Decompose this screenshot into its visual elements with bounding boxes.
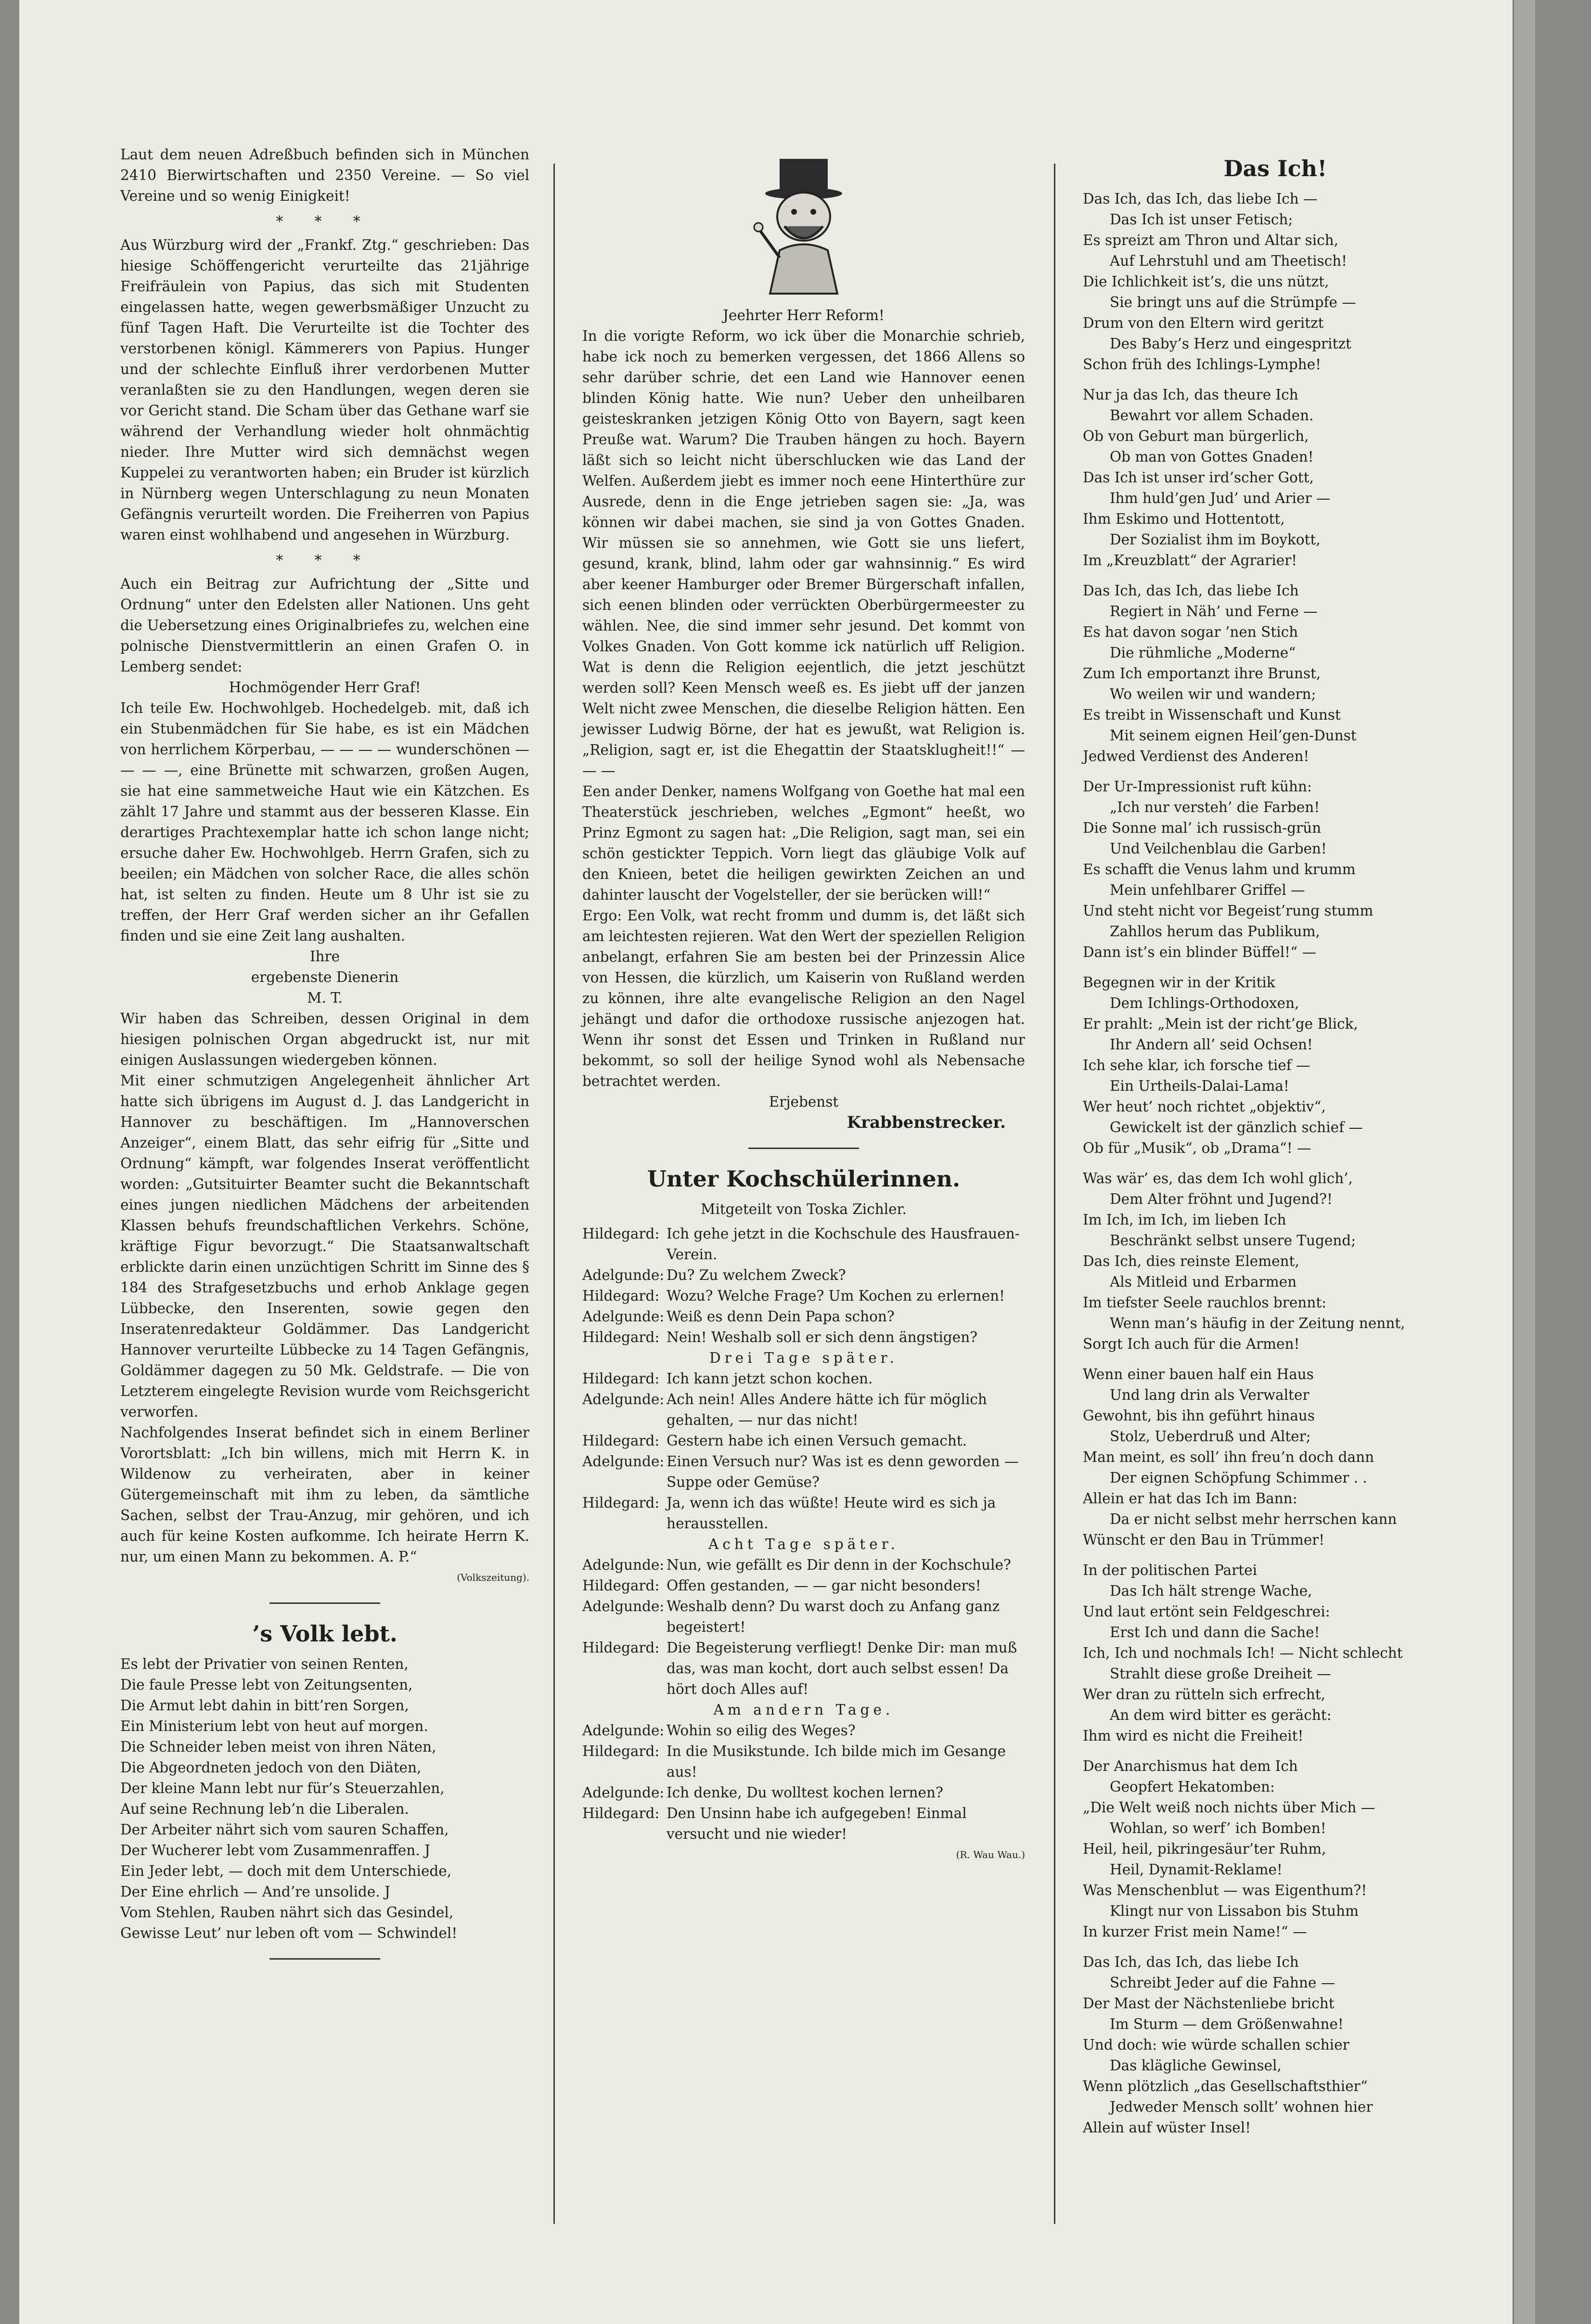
- poem-line: Mein unfehlbarer Griffel —: [1110, 882, 1305, 898]
- poem-line: Gewickelt ist der gänzlich schief —: [1110, 1119, 1363, 1136]
- caricature-illustration: [727, 154, 881, 298]
- poem-line: Im Ich, im Ich, im lieben Ich: [1083, 1212, 1286, 1228]
- poem-line: Gewisse Leut’ nur leben oft vom — Schwindel!: [120, 1925, 458, 1941]
- poem-line: Es treibt in Wissenschaft und Kunst: [1083, 707, 1341, 723]
- speaker-name: Adelgunde:: [582, 1453, 665, 1470]
- poem-line: Man meint, es soll’ ihn freu’n doch dann: [1083, 1449, 1374, 1465]
- dialogue-line: [582, 1327, 1025, 1348]
- letter-closing: Ihre: [309, 948, 340, 965]
- poem-line: Begegnen wir in der Kritik: [1083, 974, 1275, 991]
- poem-line: Das Ich ist unser Fetisch;: [1110, 211, 1293, 228]
- dialogue-line: [582, 1782, 1025, 1803]
- poem-line: Dem Alter fröhnt und Jugend?!: [1110, 1191, 1333, 1207]
- poem-line: Was Menschenblut — was Eigenthum?!: [1083, 1882, 1367, 1898]
- poem-line: Der Wucherer lebt vom Zusammenraffen. J: [120, 1842, 430, 1859]
- poem-line: Jedwed Verdienst des Anderen!: [1083, 748, 1309, 764]
- poem-line: In der politischen Partei: [1083, 1562, 1257, 1578]
- paragraph: Wir haben das Schreiben, dessen Original in dem hiesigen polnischen Organ abgedruckt ist, nur mit einigen Auslassungen wiedergeben können.: [120, 1010, 529, 1068]
- poem-line: Der Sozialist ihm im Boykott,: [1110, 531, 1321, 548]
- divider: [269, 1602, 380, 1604]
- dialogue-line: [582, 1265, 1025, 1286]
- poem-line: Die faule Presse lebt von Zeitungsenten,: [120, 1677, 413, 1693]
- poem-line: Die Ichlichkeit ist’s, die uns nützt,: [1083, 273, 1329, 290]
- speaker-name: Hildegard:: [582, 1329, 660, 1345]
- poem-line: Ein Jeder lebt, — doch mit dem Unterschiede,: [120, 1863, 452, 1879]
- poem-line: [1083, 571, 1468, 581]
- poem-line: Dem Ichlings-Orthodoxen,: [1110, 995, 1299, 1011]
- poem-line: [1083, 767, 1468, 776]
- letter-body: Ergo: Een Volk, wat recht fromm und dumm is, det läßt sich am leichtesten rejieren. Wat den Wert der speziellen Religion anbelangt, erfahren Sie am besten bei der Prinzessin Alice von Hessen, die kürzlich, um Kaiserin von Rußland werden zu können, ihre alte evangelische Religion an den Nagel jehängt und dafor die orthodoxe russische anjezogen hat. Wenn ihr sonst det Essen und Trinken in Rußland nur bekommt, so soll der heilige Synod wohl als Nebensache betrachtet werden.: [582, 907, 1025, 1089]
- poem-line: Bewahrt vor allem Schaden.: [1110, 407, 1314, 424]
- dialogue-line: [582, 1720, 1025, 1741]
- dialogue-line: [582, 1741, 1025, 1782]
- poem-line: Die Sonne mal’ ich russisch-grün: [1083, 820, 1322, 836]
- speaker-name: Hildegard:: [582, 1495, 660, 1511]
- paragraph: Auch ein Beitrag zur Aufrichtung der „Sitte und Ordnung“ unter den Edelsten aller Nationen. Uns geht die Uebersetzung eines Originalbriefes zu, welchen eine polnische Dienstvermittlerin an einen Grafen O. in Lemberg sendet:: [120, 576, 529, 675]
- poem-line: Er prahlt: „Mein ist der richt’ge Blick,: [1083, 1016, 1358, 1032]
- poem-line: Ein Ministerium lebt von heut auf morgen.: [120, 1718, 428, 1734]
- poem-line: Der eignen Schöpfung Schimmer . .: [1110, 1470, 1367, 1486]
- speech-text: Weiß es denn Dein Papa schon?: [667, 1308, 895, 1325]
- poem-line: Wenn einer bauen half ein Haus: [1083, 1366, 1314, 1382]
- letter-salutation: Hochmögender Herr Graf!: [229, 679, 421, 696]
- poem-line: Vom Stehlen, Rauben nährt sich das Gesindel,: [120, 1904, 454, 1921]
- poem-line: Das Ich hält strenge Wache,: [1110, 1583, 1312, 1599]
- poem-line: Im tiefster Seele rauchlos brennt:: [1083, 1294, 1327, 1311]
- scene-heading: Drei Tage später.: [709, 1350, 898, 1366]
- poem-line: Das Ich, das Ich, das liebe Ich: [1083, 1954, 1299, 1970]
- poem-line: Mit seinem eignen Heil’gen-Dunst: [1110, 727, 1357, 744]
- divider: [269, 1958, 380, 1960]
- paragraph: Laut dem neuen Adreßbuch befinden sich in München 2410 Bierwirtschaften und 2350 Vereine. — So viel Vereine und so wenig Einigkeit!: [120, 146, 529, 204]
- separator-stars: * * *: [276, 213, 374, 230]
- poem-line: Ich, Ich und nochmals Ich! — Nicht schlecht: [1083, 1645, 1403, 1661]
- poem-line: [1083, 1159, 1468, 1168]
- speech-text: Die Begeisterung verfliegt! Denke Dir: man muß das, was man kocht, dort auch selbst essen! Da hört doch Alles auf!: [667, 1640, 1017, 1697]
- page-edge: [1513, 0, 1535, 2324]
- speaker-name: Adelgunde:: [582, 1784, 665, 1801]
- poem-line: Der kleine Mann lebt nur für’s Steuerzahlen,: [120, 1780, 445, 1796]
- poem-line: [1083, 1942, 1468, 1952]
- poem-line: Heil, heil, pikringesäur’ter Ruhm,: [1083, 1841, 1326, 1857]
- poem-line: Das Ich, das Ich, das liebe Ich: [1083, 582, 1299, 599]
- poem-line: Das Ich ist unser ird’scher Gott,: [1083, 469, 1314, 486]
- poem-line: Auf seine Rechnung leb’n die Liberalen.: [120, 1801, 409, 1817]
- poem-line: In kurzer Frist mein Name!“ —: [1083, 1924, 1307, 1940]
- poem-line: Und laut ertönt sein Feldgeschrei:: [1083, 1603, 1330, 1620]
- speech-text: Weshalb denn? Du warst doch zu Anfang ganz begeistert!: [667, 1598, 1000, 1635]
- poem-line: Und steht nicht vor Begeist’rung stumm: [1083, 903, 1373, 919]
- poem-line: Wenn plötzlich „das Gesellschaftsthier“: [1083, 2078, 1368, 2094]
- speech-text: Offen gestanden, — — gar nicht besonders!: [667, 1577, 981, 1594]
- poem-line: Als Mitleid und Erbarmen: [1110, 1274, 1297, 1290]
- speech-text: Nein! Weshalb soll er sich denn ängstigen?: [667, 1329, 978, 1345]
- poem-line: Der Arbeiter nährt sich vom sauren Schaffen,: [120, 1821, 449, 1838]
- dialogue-line: [582, 1369, 1025, 1389]
- poem-line: Allein er hat das Ich im Bann:: [1083, 1490, 1297, 1507]
- poem-line: Ob von Geburt man bürgerlich,: [1083, 428, 1309, 444]
- paragraph: Aus Würzburg wird der „Frankf. Ztg.“ geschrieben: Das hiesige Schöffengericht verurteilte das 21jährige Freifräulein von Papius, das sich mit Studenten eingelassen hatte, wegen gewerbsmäßiger Unzucht zu fünf Tagen Haft. Die Verurteilte ist die Tochter des verstorbenen königl. Kämmerers von Papius. Hunger und der schlechte Einfluß ihrer verdorbenen Mutter veranlaßten sie zu den Handlungen, wegen deren sie vor Gericht stand. Die Scham über das Gethane warf sie während der Verhandlung wieder holt ohnmächtig nieder. Ihre Mutter wird sich demnächst wegen Kuppelei zu verantworten haben; ein Bruder ist kürzlich in Nürnberg wegen Unterschlagung zu neun Monaten Gefängnis verurteilt worden. Die Freiherren von Papius waren einst wohlhabend und angesehen in Würzburg.: [120, 237, 529, 543]
- speaker-name: Hildegard:: [582, 1805, 660, 1821]
- letter-signature: Krabbenstrecker.: [847, 1113, 1006, 1132]
- poem-line: [1083, 1355, 1468, 1364]
- poem-line: [1083, 1746, 1468, 1756]
- letter-body: Ich teile Ew. Hochwohlgeb. Hochedelgeb. mit, daß ich ein Stubenmädchen für Sie habe, es ist ein Mädchen von herrlichem Körperbau, — — — — wunderschönen — — — —, eine Brünette mit schwarzen, großen Augen, sie hat eine sammetweiche Haut wie ein Kätzchen. Es zählt 17 Jahre und stammt aus der besseren Klasse. Ein derartiges Prachtexemplar hatte ich schon lange nicht; ersuche daher Ew. Hochwohlgeb. Herrn Grafen, sich zu beeilen; ein Mädchen von solcher Race, die alles schön hat, ist selten zu finden. Heute um 8 Uhr ist sie zu treffen, der Herr Graf werden sicher an ihr Gefallen finden und sie eine Zeit lang aushalten.: [120, 700, 529, 944]
- poem-line: Zum Ich emportanzt ihre Brunst,: [1083, 665, 1321, 682]
- speaker-name: Adelgunde:: [582, 1267, 665, 1283]
- speaker-name: Adelgunde:: [582, 1598, 665, 1614]
- speaker-name: Hildegard:: [582, 1577, 660, 1594]
- poem-line: Und Veilchenblau die Garben!: [1110, 840, 1327, 857]
- poem-line: Der Ur-Impressionist ruft kühn:: [1083, 778, 1312, 795]
- speech-text: Einen Versuch nur? Was ist es denn geworden — Suppe oder Gemüse?: [667, 1453, 1019, 1490]
- poem-line: Ihm huld’gen Jud’ und Arier —: [1110, 490, 1331, 506]
- poem-line: Ob man von Gottes Gnaden!: [1110, 449, 1314, 465]
- poem-line: Was wär’ es, das dem Ich wohl glich’,: [1083, 1170, 1353, 1187]
- poem-line: „Die Welt weiß noch nichts über Mich —: [1083, 1799, 1375, 1816]
- poem-line: Wohlan, so werf’ ich Bomben!: [1110, 1820, 1326, 1836]
- speech-text: Den Unsinn habe ich aufgegeben! Einmal versucht und nie wieder!: [667, 1805, 967, 1842]
- dialogue: [582, 1369, 1025, 1534]
- dialogue-line: [582, 1493, 1025, 1534]
- letter-closing: ergebenste Dienerin: [251, 969, 399, 985]
- dialogue: [582, 1224, 1025, 1348]
- speaker-name: Adelgunde:: [582, 1557, 665, 1573]
- source-note: (R. Wau Wau.): [956, 1849, 1025, 1860]
- dialogue-line: [582, 1803, 1025, 1845]
- column-middle: [582, 144, 1025, 1865]
- poem-line: Dann ist’s ein blinder Büffel!“ —: [1083, 944, 1317, 960]
- poem-line: Die Schneider leben meist von ihren Näten,: [120, 1739, 436, 1755]
- paragraph: Mit einer schmutzigen Angelegenheit ähnlicher Art hatte sich übrigens im August d. J. das Landgericht in Hannover zu beschäftigen. Im „Hannoverschen Anzeiger“, einem Blatt, das sehr eifrig für „Sitte und Ordnung“ kämpft, war folgendes Inserat veröffentlicht worden: „Gutsituirter Beamter sucht die Bekanntschaft eines jungen niedlichen Mädchens der arbeitenden Klassen behufs freundschaftlichen Verkehrs. Schöne, kräftige Figur bevorzugt.“ Die Staatsanwaltschaft erblickte darin einen unzüchtigen Schritt im Sinne des § 184 des Strafgesetzbuchs und erhob Anklage gegen Lübbecke, den Inserenten, sowie gegen den Inseratenredakteur Goldämmer. Das Landgericht Hannover verurteilte Lübbecke zu 14 Tagen Gefängnis, Goldämmer dagegen zu 50 Mk. Geldstrafe. — Die von Letzterem eingelegte Revision wurde vom Reichsgericht verworfen.: [120, 1072, 529, 1420]
- speech-text: Nun, wie gefällt es Dir denn in der Kochschule?: [667, 1557, 1011, 1573]
- speech-text: Gestern habe ich einen Versuch gemacht.: [667, 1433, 967, 1449]
- speaker-name: Hildegard:: [582, 1226, 660, 1242]
- poem-line: Ein Urtheils-Dalai-Lama!: [1110, 1078, 1289, 1094]
- dialogue-line: [582, 1389, 1025, 1431]
- dialogue-line: [582, 1575, 1025, 1596]
- poem: [1083, 189, 1468, 2138]
- speaker-name: Hildegard:: [582, 1288, 660, 1304]
- poem-line: Im Sturm — dem Größenwahne!: [1110, 2016, 1344, 2032]
- speech-text: Ich denke, Du wolltest kochen lernen?: [667, 1784, 943, 1801]
- poem-title: ’s Volk lebt.: [252, 1621, 398, 1647]
- poem-line: Es hat davon sogar ’nen Stich: [1083, 624, 1298, 640]
- poem-line: Ob für „Musik“, ob „Drama“! —: [1083, 1140, 1311, 1156]
- letter-body: In die vorigte Reform, wo ick über die Monarchie schrieb, habe ick noch zu bemerken vergessen, det 1866 Allens so sehr darüber schrie, det een Land wie Hannover eenen blinden König hatte. Wie nun? Ueber den unheilbaren geisteskranken jetzigen König Otto von Bayern, sagt keen Preuße wat. Warum? Die Trauben hängen zu hoch. Bayern läßt sich so leicht nicht überschlucken wie das Land der Welfen. Außerdem jiebt es immer noch eene Hinterthüre zur Ausrede, denn in die Enge jetrieben sagen sie: „Ja, was können wir dabei machen, sie sind ja von Gottes Gnaden. Wir müssen sie so annehmen, wie Gott sie uns liefert, gesund, krank, blind, lahm oder gar wahnsinnig.“ Es wird aber keener Hamburger oder Bremer Bürgerschaft infallen, sich eenen blinden oder verrückten Oberbürgermeester zu wählen. Nee, die sind immer sehr jesund. Det kommt von Volkes Gnaden. Von Gott komme ick natürlich uff Religion. Wat is denn die Religion eejentlich, die jetzt jeschützt werden soll? Keen Mensch weeß es. Es jiebt uff der janzen Welt nicht zwee Menschen, die dieselbe Religion hätten. Een jewisser Ludwig Börne, der hat es jewußt, wat Religion is. „Religion, sagt er, ist die Ehegattin der Staatsklugheit!!“ — — —: [582, 328, 1025, 779]
- poem-line: Es spreizt am Thron und Altar sich,: [1083, 232, 1339, 248]
- poem-line: Nur ja das Ich, das theure Ich: [1083, 387, 1298, 403]
- poem-line: Regiert in Näh’ und Ferne —: [1110, 603, 1318, 620]
- poem-line: Geopfert Hekatomben:: [1110, 1779, 1275, 1795]
- poem-line: Wenn man’s häufig in der Zeitung nennt,: [1110, 1315, 1405, 1331]
- dialogue-line: [582, 1451, 1025, 1493]
- speaker-name: Hildegard:: [582, 1743, 660, 1759]
- speaker-name: Adelgunde:: [582, 1722, 665, 1739]
- article-title: Unter Kochschülerinnen.: [647, 1166, 961, 1192]
- poem-line: Klingt nur von Lissabon bis Stuhm: [1110, 1903, 1359, 1919]
- speech-text: Wohin so eilig des Weges?: [667, 1722, 856, 1739]
- poem-line: Wer heut’ noch richtet „objektiv“,: [1083, 1098, 1326, 1115]
- dialogue-line: [582, 1638, 1025, 1700]
- poem-line: Wo weilen wir und wandern;: [1110, 686, 1316, 702]
- dialogue-line: [582, 1306, 1025, 1327]
- column-left: [120, 144, 529, 1974]
- poem-line: Schreibt Jeder auf die Fahne —: [1110, 1975, 1335, 1991]
- poem-line: Auf Lehrstuhl und am Theetisch!: [1110, 253, 1347, 269]
- poem-line: Strahlt diese große Dreiheit —: [1110, 1666, 1331, 1682]
- speech-text: Ich gehe jetzt in die Kochschule des Hausfrauen-Verein.: [667, 1226, 1020, 1263]
- speech-text: Du? Zu welchem Zweck?: [667, 1267, 846, 1283]
- poem-line: Ihm Eskimo und Hottentott,: [1083, 511, 1285, 527]
- poem-line: Und lang drin als Verwalter: [1110, 1387, 1309, 1403]
- letter-signature: M. T.: [307, 990, 343, 1006]
- poem-line: Es lebt der Privatier von seinen Renten,: [120, 1656, 409, 1672]
- divider: [748, 1148, 859, 1149]
- poem-line: Ich sehe klar, ich forsche tief —: [1083, 1057, 1310, 1073]
- speaker-name: Hildegard:: [582, 1370, 660, 1387]
- speech-text: Ja, wenn ich das wüßte! Heute wird es sich ja herausstellen.: [667, 1495, 996, 1532]
- source-note: (Volkszeitung).: [457, 1572, 529, 1583]
- poem-line: Das Ich, das Ich, das liebe Ich —: [1083, 191, 1318, 207]
- poem-line: Das klägliche Gewinsel,: [1110, 2057, 1282, 2074]
- separator-stars: * * *: [276, 552, 374, 568]
- speaker-name: Hildegard:: [582, 1433, 660, 1449]
- poem-line: An dem wird bitter es gerächt:: [1110, 1707, 1332, 1723]
- poem-line: Wünscht er den Bau in Trümmer!: [1083, 1532, 1325, 1548]
- poem-line: Erst Ich und dann die Sache!: [1110, 1624, 1320, 1640]
- dialogue-line: [582, 1555, 1025, 1575]
- poem-line: Jedweder Mensch sollt’ wohnen hier: [1110, 2099, 1373, 2115]
- speaker-name: Hildegard:: [582, 1640, 660, 1656]
- poem-line: Schon früh des Ichlings-Lymphe!: [1083, 356, 1322, 373]
- poem-line: Sorgt Ich auch für die Armen!: [1083, 1336, 1300, 1352]
- poem-line: Allein auf wüster Insel!: [1083, 2119, 1251, 2136]
- speech-text: Ich kann jetzt schon kochen.: [667, 1370, 873, 1387]
- poem-line: Beschränkt selbst unsere Tugend;: [1110, 1232, 1356, 1249]
- poem-line: Wer dran zu rütteln sich erfrecht,: [1083, 1686, 1326, 1703]
- poem-line: Die rühmliche „Moderne“: [1110, 645, 1296, 661]
- column-rule: [553, 164, 555, 2224]
- newspaper-page: [19, 0, 1535, 2324]
- poem-line: Und doch: wie würde schallen schier: [1083, 2037, 1349, 2053]
- poem-line: Des Baby’s Herz und eingespritzt: [1110, 336, 1351, 352]
- poem-line: Der Eine ehrlich — And’re unsolide. J: [120, 1884, 390, 1900]
- poem-line: Der Anarchismus hat dem Ich: [1083, 1758, 1298, 1774]
- poem: [120, 1654, 529, 1944]
- poem-line: Das Ich, dies reinste Element,: [1083, 1253, 1299, 1269]
- poem-line: Ihm wird es nicht die Freiheit!: [1083, 1728, 1304, 1744]
- poem-line: Die Armut lebt dahin in bitt’ren Sorgen,: [120, 1697, 409, 1714]
- poem-line: [1083, 963, 1468, 972]
- poem-line: Der Mast der Nächstenliebe bricht: [1083, 1995, 1334, 2012]
- dialogue: [582, 1555, 1025, 1700]
- dialogue: [582, 1720, 1025, 1845]
- speaker-name: Adelgunde:: [582, 1308, 665, 1325]
- scene-heading: Am andern Tage.: [713, 1702, 894, 1718]
- paragraph: Nachfolgendes Inserat befindet sich in einem Berliner Vorortsblatt: „Ich bin willens, mich mit Herrn K. in Wildenow zu verheiraten, aber in keiner Gütergemeinschaft mit ihm zu leben, da sämtliche Sachen, selbst der Trau-Anzug, mir gehören, und ich auch für keine Kosten aufkomme. Ich heirate Herrn K. nur, um einen Mann zu bekommen. A. P.“: [120, 1424, 529, 1565]
- poem-line: Im „Kreuzblatt“ der Agrarier!: [1083, 552, 1297, 568]
- letter-closing: Erjebenst: [769, 1094, 839, 1110]
- speaker-name: Adelgunde:: [582, 1391, 665, 1407]
- article-byline: Mitgeteilt von Toska Zichler.: [701, 1201, 907, 1217]
- poem-line: Die Abgeordneten jedoch von den Diäten,: [120, 1759, 422, 1776]
- poem-line: Sie bringt uns auf die Strümpfe —: [1110, 294, 1356, 310]
- poem-line: Ihr Andern all’ seid Ochsen!: [1110, 1036, 1313, 1053]
- poem-line: Da er nicht selbst mehr herrschen kann: [1110, 1511, 1397, 1527]
- poem-title: Das Ich!: [1223, 155, 1327, 181]
- poem-line: Drum von den Eltern wird geritzt: [1083, 315, 1324, 331]
- scene-heading: Acht Tage später.: [708, 1536, 899, 1552]
- letter-body: Een ander Denker, namens Wolfgang von Goethe hat mal een Theaterstück jeschrieben, welches „Egmont“ heeßt, wo Prinz Egmont zu sagen hat: „Die Religion, sagt man, sei ein schön gestickter Teppich. Vorn liegt das gläubige Volk auf den Knieen, betet die heiligen gewirkten Zeichen an und dahinter lauscht der Vogelsteller, der sie berücken will!“: [582, 783, 1025, 903]
- column-rule: [1054, 164, 1055, 2224]
- letter-greeting: Jeehrter Herr Reform!: [723, 307, 885, 323]
- poem-line: „Ich nur versteh’ die Farben!: [1110, 799, 1320, 815]
- poem-line: Heil, Dynamit-Reklame!: [1110, 1861, 1283, 1878]
- poem-line: Stolz, Ueberdruß und Alter;: [1110, 1428, 1311, 1445]
- poem-line: Gewohnt, bis ihn geführt hinaus: [1083, 1407, 1315, 1424]
- poem-line: [1083, 375, 1468, 385]
- dialogue-line: [582, 1596, 1025, 1638]
- poem-line: Zahllos herum das Publikum,: [1110, 923, 1320, 940]
- column-right: [1083, 144, 1468, 2138]
- speech-text: Ach nein! Alles Andere hätte ich für möglich gehalten, — nur das nicht!: [667, 1391, 987, 1428]
- dialogue-line: [582, 1431, 1025, 1451]
- poem-line: [1083, 1550, 1468, 1560]
- speech-text: In die Musikstunde. Ich bilde mich im Gesange aus!: [667, 1743, 1006, 1780]
- speech-text: Wozu? Welche Frage? Um Kochen zu erlernen!: [667, 1288, 1005, 1304]
- poem-line: Es schafft die Venus lahm und krumm: [1083, 861, 1356, 878]
- dialogue-line: [582, 1224, 1025, 1265]
- dialogue-line: [582, 1286, 1025, 1306]
